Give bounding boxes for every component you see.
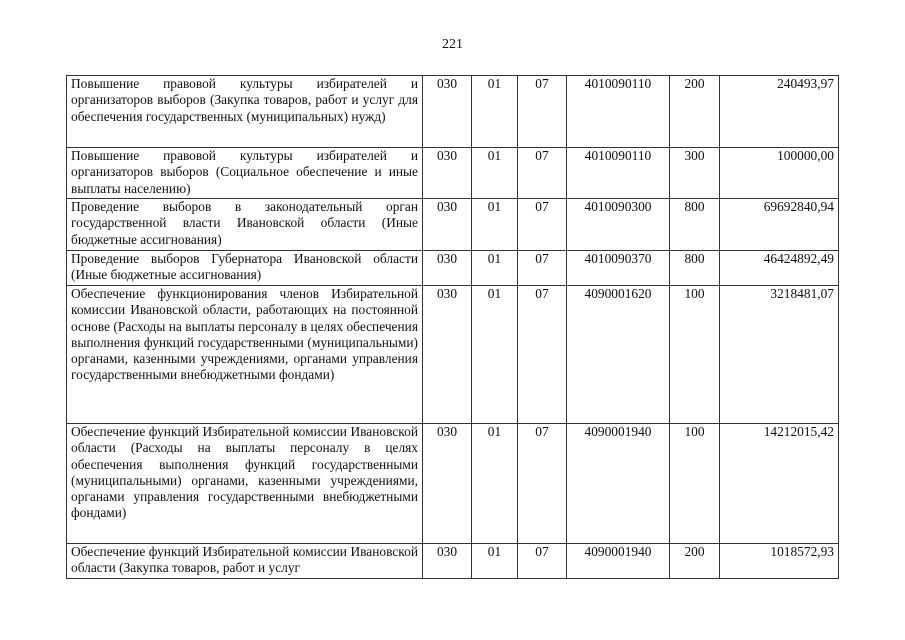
amount: 46424892,49	[720, 251, 839, 286]
amount: 240493,97	[720, 76, 839, 148]
page-number: 221	[442, 37, 463, 52]
amount: 3218481,07	[720, 286, 839, 424]
section-code: 01	[472, 286, 518, 424]
ministry-code: 030	[423, 148, 472, 199]
section-code: 01	[472, 76, 518, 148]
ministry-code: 030	[423, 424, 472, 544]
target-code: 4010090300	[567, 199, 670, 251]
target-code: 4010090370	[567, 251, 670, 286]
amount: 69692840,94	[720, 199, 839, 251]
amount: 100000,00	[720, 148, 839, 199]
row-name: Проведение выборов в законодательный орган государственной власти Ивановской области (Иные бюджетные ассигнования)	[67, 199, 423, 251]
table-row	[67, 544, 839, 579]
expense-type-code: 800	[670, 251, 720, 286]
subsection-code: 07	[518, 76, 567, 148]
target-code: 4090001620	[567, 286, 670, 424]
amount: 14212015,42	[720, 424, 839, 544]
row-name: Повышение правовой культуры избирателей и организаторов выборов (Социальное обеспечение и иные выплаты населению)	[67, 148, 423, 199]
ministry-code: 030	[423, 199, 472, 251]
table-row	[67, 424, 839, 544]
subsection-code: 07	[518, 286, 567, 424]
expense-type-code: 100	[670, 424, 720, 544]
row-name: Повышение правовой культуры избирателей и организаторов выборов (Закупка товаров, работ и услуг для обеспечения государственных (муниципальных) нужд)	[67, 76, 423, 148]
expense-type-code: 200	[670, 76, 720, 148]
target-code: 4010090110	[567, 148, 670, 199]
section-code: 01	[472, 424, 518, 544]
amount: 1018572,93	[720, 544, 839, 579]
ministry-code: 030	[423, 544, 472, 579]
table-row	[67, 76, 839, 148]
section-code: 01	[472, 251, 518, 286]
subsection-code: 07	[518, 148, 567, 199]
expense-type-code: 800	[670, 199, 720, 251]
subsection-code: 07	[518, 544, 567, 579]
expense-type-code: 100	[670, 286, 720, 424]
row-name: Проведение выборов Губернатора Ивановской области (Иные бюджетные ассигнования)	[67, 251, 423, 286]
subsection-code: 07	[518, 424, 567, 544]
table-row	[67, 199, 839, 251]
expense-type-code: 200	[670, 544, 720, 579]
ministry-code: 030	[423, 286, 472, 424]
row-name: Обеспечение функций Избирательной комиссии Ивановской области (Расходы на выплаты персоналу в целях обеспечения выполнения функций государственными (муниципальными) органами, казенными учреждениями, органами управления государственными внебюджетными фондами)	[67, 424, 423, 544]
section-code: 01	[472, 544, 518, 579]
target-code: 4090001940	[567, 424, 670, 544]
table-row	[67, 148, 839, 199]
expense-type-code: 300	[670, 148, 720, 199]
subsection-code: 07	[518, 199, 567, 251]
target-code: 4010090110	[567, 76, 670, 148]
ministry-code: 030	[423, 76, 472, 148]
table-row	[67, 286, 839, 424]
budget-table	[66, 75, 839, 579]
target-code: 4090001940	[567, 544, 670, 579]
section-code: 01	[472, 199, 518, 251]
row-name: Обеспечение функционирования членов Избирательной комиссии Ивановской области, работающих на постоянной основе (Расходы на выплаты персоналу в целях обеспечения выполнения функций государственными (муниципальными) органами, казенными учреждениями, органами управления государственными внебюджетными фондами)	[67, 286, 423, 424]
row-name: Обеспечение функций Избирательной комиссии Ивановской области (Закупка товаров, работ и услуг	[67, 544, 423, 579]
table-row	[67, 251, 839, 286]
subsection-code: 07	[518, 251, 567, 286]
ministry-code: 030	[423, 251, 472, 286]
section-code: 01	[472, 148, 518, 199]
